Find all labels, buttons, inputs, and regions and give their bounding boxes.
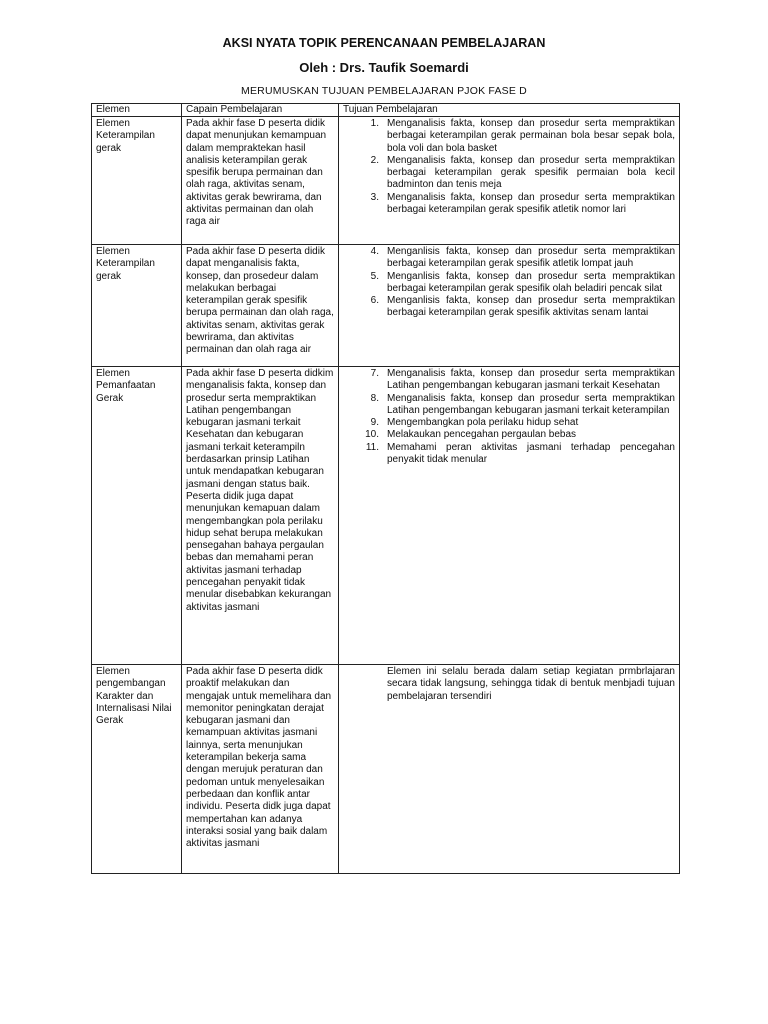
table-row [92,367,680,665]
objective-text: Menganlisis fakta, konsep dan prosedur serta mempraktikan berbagai keterampilan gerak spesifik olah beladiri pencak silat [387,270,675,294]
elemen-cell: Elemen Keterampilan gerak [92,117,182,245]
objective-text: Melakaukan pencegahan pergaulan bebas [387,429,577,441]
objective-text: Menganlisis fakta, konsep dan prosedur serta mempraktikan berbagai keterampilan gerak spesifik atletik lompat jauh [387,246,675,270]
objective-item [343,118,675,155]
document-title: AKSI NYATA TOPIK PERENCANAAN PEMBELAJARAN [222,36,546,50]
capaian-cell: Pada akhir fase D peserta didk proaktif melakukan dan mengajak untuk memelihara dan memonitor peningkatan derajat kebugaran jasmani dan kemampuan aktivitas jasmani lainnya, serta menunjukan keterampilan bekerja sama dengan merujuk peraturan dan pedoman untuk menyelesaikan perbedaan dan konflik antar individu. Peserta didk juga dapat mempertahan kan adanya interaksi sosial yang baik dalam aktivitas jasmani [182,665,339,874]
objective-number: 10. [365,429,379,441]
objective-list [343,118,675,216]
tujuan-cell [339,367,680,665]
objective-number: 9. [370,417,379,429]
header-tujuan: Tujuan Pembelajaran [339,104,680,117]
objective-item [343,368,675,393]
objective-item [343,192,675,217]
author-line: Oleh : Drs. Taufik Soemardi [299,60,469,75]
objective-text: Memahami peran aktivitas jasmani terhadap pencegahan penyakit tidak menular [387,441,675,466]
objective-note: Elemen ini selalu berada dalam setiap kegiatan prmbrlajaran secara tidak langsung, sehingga tidak di bentuk menbjadi tujuan pembelajaran tersendiri [387,666,675,702]
capaian-cell: Pada akhir fase D peserta didik dapat menunjukan kemampuan dalam mempraktekan hasil analisis keterampilan gerak spesifik berupa permainan dan olah raga, aktivitas senam, aktivitas gerak bewrirama, dan aktivitas permainan dan olah raga air [182,117,339,245]
capaian-cell: Pada akhir fase D peserta didkim menganalisis fakta, konsep dan prosedur serta mempraktikan Latihan pengembangan kebugaran jasmani terkait Kesehatan dan kebugaran jasmani terkait keterampiln berdasarkan prinsip Latihan untuk mendapatkan kebugaran jasmani dengan status baik. Peserta didik juga dapat menunjukan kemapuan dalam mengembangkan pola perilaku hidup sehat berupa melakukan pensegahan bahaya pergaulan bebas dan memahami peran aktivitas jasmani terhadap pencegahan penyakit tidak menular disebabkan kekurangan aktivitas jasmani [182,367,339,665]
objective-item [343,393,675,418]
objective-number: 4. [370,246,379,257]
capaian-cell: Pada akhir fase D peserta didik dapat menganalisis fakta, konsep, dan prosedeur dalam melakukan berbagai keterampilan gerak spesifik berupa permainan dan olah raga, aktivitas senam, aktivitas gerak bewrirama, dan aktivitas permainan dan olah raga air [182,245,339,367]
objective-number: 8. [370,392,379,404]
objective-list [343,246,675,320]
objective-text: Menganalisis fakta, konsep dan prosedur serta mempraktikan berbagai keterampilan gerak spesifik atletik nomor lari [387,191,675,216]
objective-text: Menganalisis fakta, konsep dan prosedur serta mempraktikan Latihan pengembangan kebugaran jasmani terkait keterampilan [387,392,675,416]
objective-text: Menganalisis fakta, konsep dan prosedur serta mempraktikan berbagai keterampilan gerak spesifik permaian bola kecil badminton dan tenis meja [387,154,675,191]
objective-item [343,295,675,320]
objective-text: Menganalisis fakta, konsep dan prosedur serta mempraktikan berbagai keterampilan gerak permainan bola besar sepak bola, bola voli dan bola basket [387,118,675,154]
tujuan-cell [339,665,680,874]
objective-text: Mengembangkan pola perilaku hidup sehat [387,417,579,429]
objective-number: 6. [370,295,379,307]
table-row [92,245,680,367]
learning-objectives-table [91,103,680,874]
elemen-cell: Elemen pengembangan Karakter dan Internalisasi Nilai Gerak [92,665,182,874]
header-elemen: Elemen [92,104,182,117]
table-row [92,117,680,245]
objective-number: 3. [370,191,379,203]
objective-number: 7. [370,368,379,379]
objective-number: 11. [365,441,379,453]
objective-text: Menganlisis fakta, konsep dan prosedur serta mempraktikan berbagai keterampilan gerak spesifik aktivitas senam lantai [387,295,675,319]
objective-item [343,442,675,467]
objective-number: 1. [370,118,379,129]
objective-list [343,368,675,466]
objective-number: 2. [370,154,379,166]
table-header-row [92,104,680,117]
objective-item [343,271,675,296]
objective-item [343,429,675,441]
elemen-cell: Elemen Keterampilan gerak [92,245,182,367]
objective-item [343,417,675,429]
objective-number: 5. [370,270,379,282]
elemen-cell: Elemen Pemanfaatan Gerak [92,367,182,665]
tujuan-cell [339,245,680,367]
tujuan-cell [339,117,680,245]
objective-text: Menganalisis fakta, konsep dan prosedur serta mempraktikan Latihan pengembangan kebugaran jasmani terkait Kesehatan [387,368,675,392]
document-subtitle: MERUMUSKAN TUJUAN PEMBELAJARAN PJOK FASE D [241,85,527,97]
header-capaian: Capain Pembelajaran [182,104,339,117]
table-row [92,665,680,874]
objective-item [343,155,675,192]
objective-item [343,246,675,271]
